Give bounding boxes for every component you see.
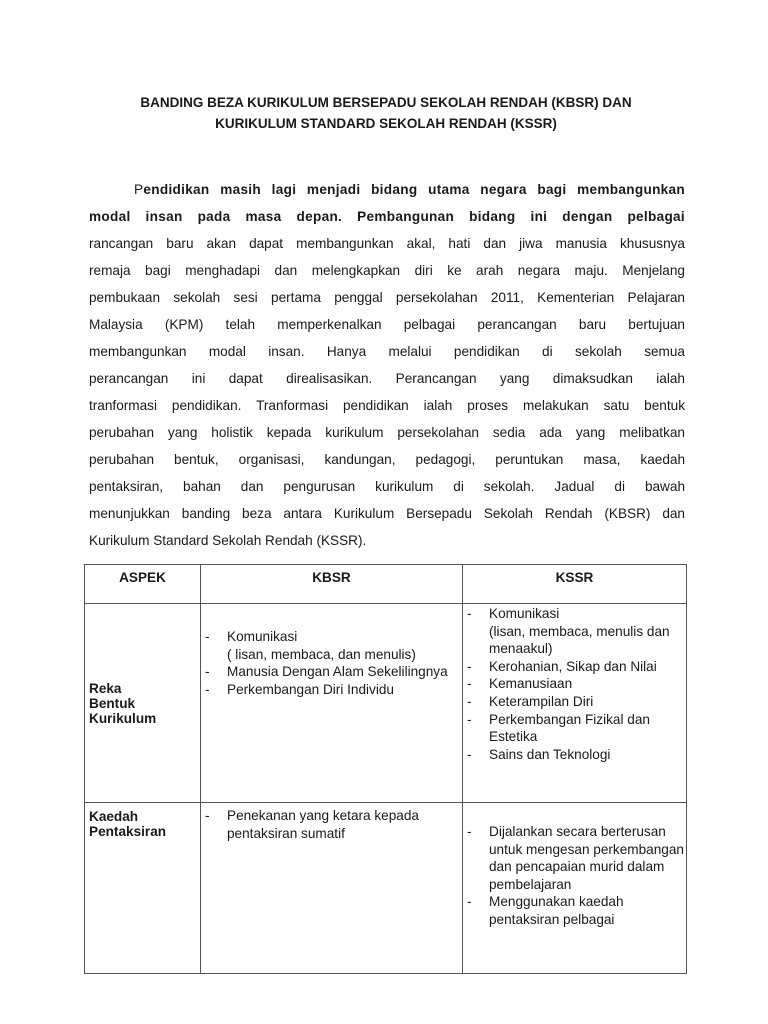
kssr-cell	[463, 803, 687, 974]
intro-paragraph	[89, 176, 685, 554]
list-item: - Komunikasi ( lisan, membaca, dan menulis)	[205, 628, 456, 663]
paragraph-line: pembukaan sekolah sesi pertama penggal persekolahan 2011, Kementerian Pelajaran	[89, 290, 685, 305]
list-item: - Manusia Dengan Alam Sekelilingnya	[205, 663, 456, 681]
list-item: - Sains dan Teknologi	[467, 746, 686, 764]
paragraph-line: modal insan pada masa depan. Pembangunan bidang ini dengan pelbagai	[89, 209, 685, 224]
paragraph-line: menunjukkan banding beza antara Kurikulum Bersepadu Sekolah Rendah (KBSR) dan	[89, 506, 685, 521]
list-item: - Penekanan yang ketara kepada pentaksiran sumatif	[205, 807, 462, 842]
header-kbsr: KBSR	[201, 565, 463, 604]
table-row	[85, 604, 687, 803]
kbsr-cell	[201, 803, 463, 974]
paragraph-line: perancangan ini dapat direalisasikan. Perancangan yang dimaksudkan ialah	[89, 371, 685, 386]
title-line-2: KURIKULUM STANDARD SEKOLAH RENDAH (KSSR)	[215, 116, 557, 131]
paragraph-line: membangunkan modal insan. Hanya melalui pendidikan di sekolah semua	[89, 344, 685, 359]
title-line-1: BANDING BEZA KURIKULUM BERSEPADU SEKOLAH RENDAH (KBSR) DAN	[140, 95, 632, 110]
paragraph-line: perubahan yang holistik kepada kurikulum persekolahan sedia ada yang melibatkan	[89, 425, 685, 440]
paragraph-line: pentaksiran, bahan dan pengurusan kurikulum di sekolah. Jadual di bawah	[89, 479, 685, 494]
list-item: - Komunikasi (lisan, membaca, menulis dan menaakul)	[467, 605, 686, 658]
paragraph-line: tranformasi pendidikan. Tranformasi pendidikan ialah proses melakukan satu bentuk	[89, 398, 685, 413]
kssr-cell	[463, 604, 687, 803]
kbsr-list	[205, 807, 462, 842]
list-item: - Dijalankan secara berterusan untuk mengesan perkembangan dan pencapaian murid dalam pembelajaran	[467, 823, 686, 893]
aspect-cell: Kaedah Pentaksiran	[85, 803, 201, 974]
header-kssr: KSSR	[463, 565, 687, 604]
header-aspek: ASPEK	[85, 565, 201, 604]
aspect-cell: Reka Bentuk Kurikulum	[85, 604, 201, 803]
document-title	[86, 92, 686, 134]
paragraph-line: remaja bagi menghadapi dan melengkapkan diri ke arah negara maju. Menjelang	[89, 263, 685, 278]
lead-letter: P	[134, 182, 144, 197]
list-item: - Perkembangan Fizikal dan Estetika	[467, 711, 686, 746]
paragraph-line: rancangan baru akan dapat membangunkan akal, hati dan jiwa manusia khususnya	[89, 236, 685, 251]
list-item: - Kemanusiaan	[467, 675, 686, 693]
list-item: - Keterampilan Diri	[467, 693, 686, 711]
kssr-list	[467, 605, 686, 763]
paragraph-line: perubahan bentuk, organisasi, kandungan, pedagogi, peruntukan masa, kaedah	[89, 452, 685, 467]
kbsr-list	[205, 628, 456, 698]
list-item: - Perkembangan Diri Individu	[205, 681, 456, 699]
kssr-list	[467, 823, 686, 929]
list-item: - Kerohanian, Sikap dan Nilai	[467, 658, 686, 676]
kbsr-cell	[201, 604, 463, 803]
paragraph-line: Malaysia (KPM) telah memperkenalkan pelbagai perancangan baru bertujuan	[89, 317, 685, 332]
comparison-table	[84, 564, 687, 974]
paragraph-line: Pendidikan masih lagi menjadi bidang utama negara bagi membangunkan	[134, 182, 685, 197]
list-item: - Menggunakan kaedah pentaksiran pelbagai	[467, 893, 686, 928]
table-row	[85, 803, 687, 974]
table-header-row	[85, 565, 687, 604]
paragraph-line: Kurikulum Standard Sekolah Rendah (KSSR).	[89, 533, 367, 548]
